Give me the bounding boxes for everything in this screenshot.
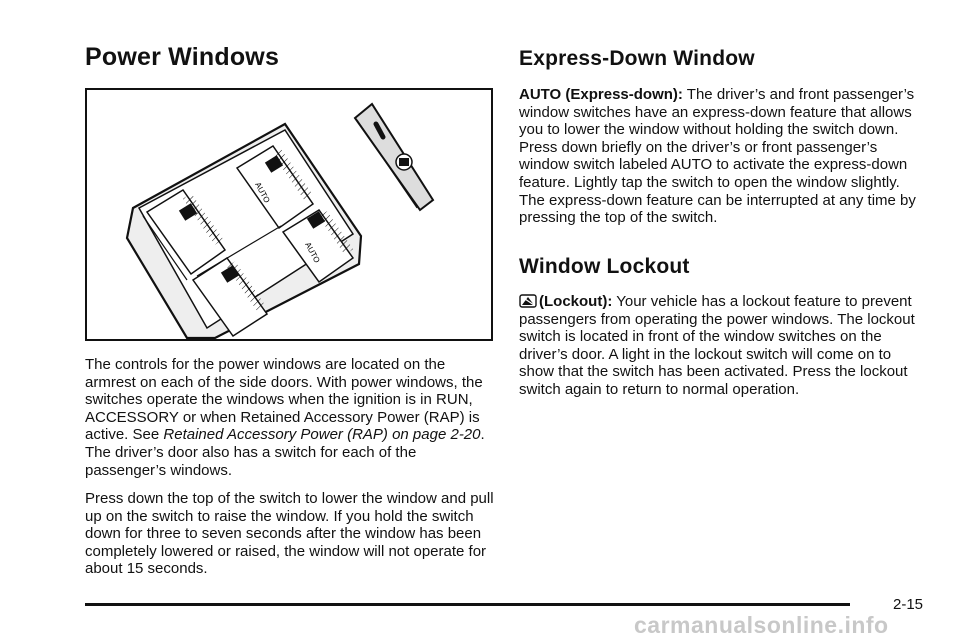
lockout-switch-housing: [355, 104, 433, 210]
auto-label-front: AUTO: [253, 180, 272, 205]
section-title-express-down: Express-Down Window: [519, 47, 755, 70]
auto-label-rear: AUTO: [303, 240, 322, 265]
section-title-window-lockout: Window Lockout: [519, 255, 690, 278]
power-window-switch-illustration: [85, 88, 493, 341]
paragraph-text: . The driver’s door also has a switch for each of the passenger’s windows.: [85, 426, 485, 479]
section-title-power-windows: Power Windows: [85, 43, 280, 71]
left-column: [85, 40, 495, 74]
cross-reference-rap: Retained Accessory Power (RAP) on page 2-20: [163, 426, 481, 444]
window-lockout-icon: [519, 294, 537, 308]
paragraph-controls-location: [85, 356, 497, 479]
lockout-body: Your vehicle has a lockout feature to prevent passengers from operating the power windows. The lockout switch is located in front of the window switches on the driver’s door. A light in the lockout switch will come on to show that the switch has been activated. Press the lockout switch again to return to normal operation.: [519, 293, 915, 398]
watermark: carmanualsonline.info: [634, 612, 889, 638]
page-number: 2-15: [893, 596, 924, 613]
express-down-lead: AUTO (Express-down):: [519, 86, 683, 103]
express-down-body: The driver’s and front passenger’s window switches have an express-down feature that allows you to lower the window without holding the switch down. Press down briefly on the driver’s or front passenger’s window switch labeled AUTO to activate the express-down feature. Lightly tap the switch to open the window slightly. The express-down feature can be interrupted at any time by pressing the top of the switch.: [519, 86, 916, 227]
lockout-lead: (Lockout):: [539, 293, 613, 310]
window-switch-bank: [127, 124, 361, 338]
paragraph-switch-operation: Press down the top of the switch to lower the window and pull up on the switch to raise the window. If you hold the switch down for three to seven seconds after the window has been completely lowered or raised, the window will not operate for about 15 seconds.: [85, 490, 494, 578]
paragraph-express-down: [519, 86, 924, 227]
paragraph-lockout: [519, 293, 924, 399]
footer-rule: [85, 603, 850, 606]
paragraph-text: The controls for the power windows are located on the armrest on each of the side doors. With power windows, the switches operate the windows when the ignition is in RUN, ACCESSORY or when Retained Accessory Power (RAP) is active. See: [85, 356, 483, 444]
